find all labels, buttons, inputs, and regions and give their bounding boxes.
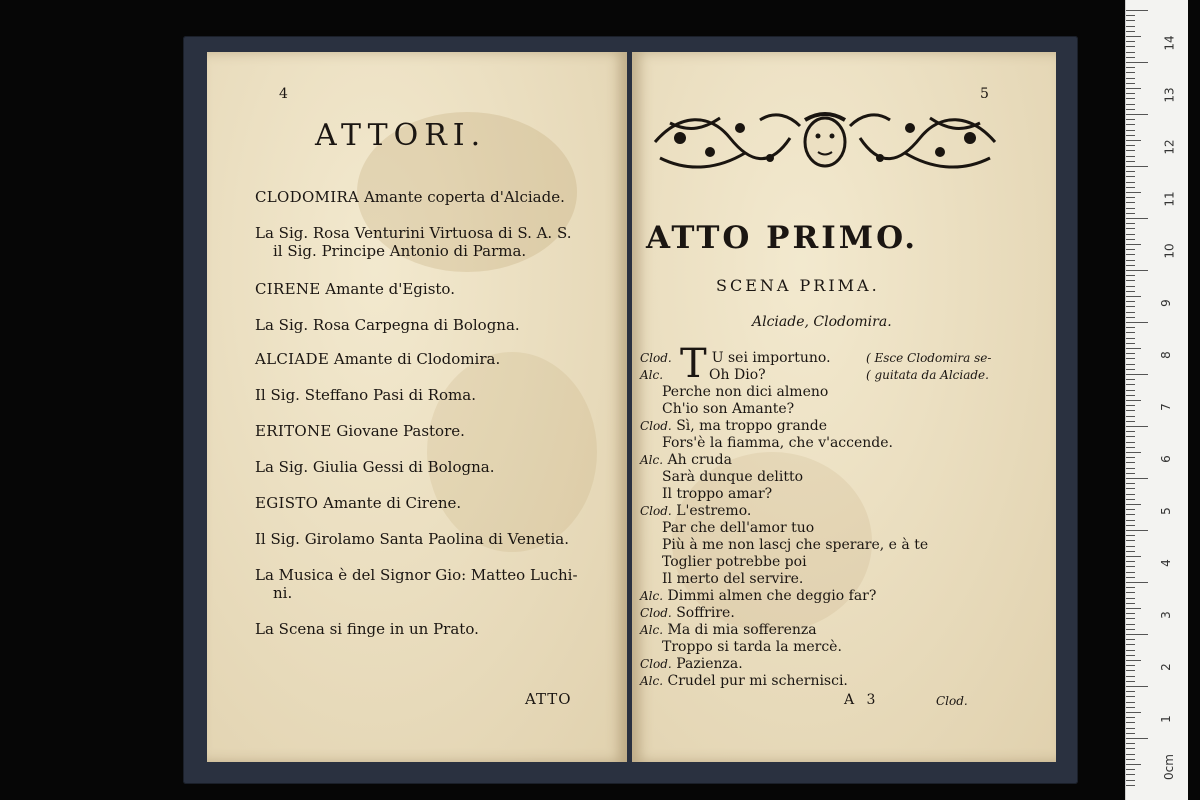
ruler-tick	[1126, 566, 1135, 567]
music-credit: ni.	[273, 584, 293, 602]
ruler-tick	[1126, 130, 1135, 131]
dialogue-line: Alc. Ma di mia sofferenza	[640, 622, 817, 638]
cast-performer: Il Sig. Girolamo Santa Paolina di Venetia.	[255, 530, 569, 548]
ruler-tick	[1126, 733, 1135, 734]
ruler-tick	[1126, 629, 1135, 630]
ruler-tick	[1126, 369, 1135, 370]
ruler-tick	[1126, 743, 1135, 744]
dialogue-line: Clod. L'estremo.	[640, 503, 752, 519]
ruler-tick	[1126, 379, 1135, 380]
ruler-tick	[1126, 31, 1135, 32]
ruler-tick	[1126, 171, 1135, 172]
ruler-unit-label: 0cm	[1161, 754, 1176, 780]
ruler-tick	[1126, 312, 1135, 313]
ruler-tick	[1126, 582, 1148, 583]
ruler-tick	[1126, 780, 1135, 781]
stage-direction: ( Esce Clodomira se-	[866, 351, 992, 365]
ruler-tick	[1126, 655, 1135, 656]
cast-role: ERITONE Giovane Pastore.	[255, 422, 465, 440]
ruler-tick	[1126, 754, 1135, 755]
ruler-tick	[1126, 239, 1135, 240]
ruler-tick	[1126, 785, 1135, 786]
drop-cap: T	[680, 341, 707, 387]
dialogue-line: Perche non dici almeno	[662, 384, 829, 400]
scene-characters: Alciade, Clodomira.	[752, 314, 892, 330]
ruler-tick	[1126, 20, 1135, 21]
stage-direction: ( guitata da Alciade.	[866, 368, 989, 382]
ruler-tick	[1126, 98, 1135, 99]
dialogue-line: Alc. Oh Dio?	[640, 367, 766, 383]
act-title: ATTO PRIMO.	[646, 220, 919, 256]
ruler-number: 1	[1158, 715, 1173, 723]
ruler-number: 4	[1158, 559, 1173, 567]
ruler-tick	[1126, 613, 1135, 614]
ruler-number: 11	[1162, 191, 1177, 207]
ruler-tick	[1126, 436, 1135, 437]
ruler-tick	[1126, 119, 1135, 120]
ruler-tick	[1126, 223, 1135, 224]
cast-role: CIRENE Amante d'Egisto.	[255, 280, 455, 298]
signature-mark: A 3	[844, 692, 880, 708]
ruler-tick	[1126, 442, 1135, 443]
right-page	[632, 52, 1056, 762]
page-title: ATTORI.	[315, 118, 487, 153]
ruler-tick	[1126, 665, 1135, 666]
ruler-tick	[1126, 114, 1148, 115]
ruler-tick	[1126, 488, 1135, 489]
cast-role: CLODOMIRA Amante coperta d'Alciade.	[255, 188, 565, 206]
ruler-tick	[1126, 722, 1135, 723]
ruler-tick	[1126, 213, 1135, 214]
ruler-tick	[1126, 504, 1141, 505]
cast-performer: La Sig. Rosa Venturini Virtuosa di S. A. S.	[255, 224, 572, 242]
ruler-tick	[1126, 509, 1135, 510]
ruler-tick	[1126, 62, 1148, 63]
ruler-tick	[1126, 390, 1135, 391]
ruler-tick	[1126, 46, 1135, 47]
cast-performer: il Sig. Principe Antonio di Parma.	[273, 242, 527, 260]
ruler-tick	[1126, 738, 1148, 739]
ruler-tick	[1126, 364, 1135, 365]
ruler-tick	[1126, 327, 1135, 328]
ruler-tick	[1126, 686, 1148, 687]
ruler-tick	[1126, 36, 1141, 37]
ruler-tick	[1126, 587, 1135, 588]
ruler-tick	[1126, 275, 1135, 276]
ruler-tick	[1126, 291, 1135, 292]
ruler-tick	[1126, 618, 1135, 619]
ruler-tick	[1126, 176, 1135, 177]
ruler-tick	[1126, 478, 1148, 479]
ruler-tick	[1126, 140, 1141, 141]
ruler-tick	[1126, 696, 1135, 697]
ruler-tick	[1126, 249, 1135, 250]
ruler-tick	[1126, 280, 1135, 281]
ruler-tick	[1126, 535, 1135, 536]
dialogue-line: Clod. Sì, ma troppo grande	[640, 418, 828, 434]
dialogue-line: Toglier potrebbe poi	[662, 554, 807, 570]
catchword: ATTO	[525, 690, 572, 708]
ruler-tick	[1126, 410, 1135, 411]
cast-role: ALCIADE Amante di Clodomira.	[255, 350, 501, 368]
dialogue-line: Il troppo amar?	[662, 486, 773, 502]
ruler-tick	[1126, 561, 1135, 562]
ruler-tick	[1126, 650, 1135, 651]
ruler-number: 12	[1162, 139, 1177, 155]
ruler-tick	[1126, 322, 1148, 323]
ruler-tick	[1126, 10, 1148, 11]
dialogue-line: Alc. Dimmi almen che deggio far?	[640, 588, 877, 604]
ruler-tick	[1126, 67, 1135, 68]
scene-title: SCENA PRIMA.	[716, 276, 880, 295]
ruler-tick	[1126, 416, 1135, 417]
ruler-tick	[1126, 405, 1135, 406]
ruler-tick	[1126, 681, 1135, 682]
dialogue-line: Alc. Ah cruda	[640, 452, 732, 468]
ruler-tick	[1126, 83, 1135, 84]
ruler-tick	[1126, 468, 1135, 469]
ruler-tick	[1126, 608, 1141, 609]
ruler-number: 2	[1158, 663, 1173, 671]
ruler-tick	[1126, 520, 1135, 521]
catchword: Clod.	[936, 694, 968, 708]
scene-setting: La Scena si finge in un Prato.	[255, 620, 479, 638]
ruler-tick	[1126, 712, 1141, 713]
ruler-tick	[1126, 135, 1135, 136]
ruler-number: 6	[1158, 455, 1173, 463]
ruler-tick	[1126, 182, 1135, 183]
ruler-tick	[1126, 187, 1135, 188]
dialogue-line: Fors'è la fiamma, che v'accende.	[662, 435, 893, 451]
ruler-tick	[1126, 764, 1141, 765]
ruler-tick	[1126, 676, 1135, 677]
left-page	[207, 52, 627, 762]
ruler-tick	[1126, 447, 1135, 448]
ruler-tick	[1126, 551, 1135, 552]
ruler-tick	[1126, 317, 1135, 318]
ruler-tick	[1126, 343, 1135, 344]
ruler-tick	[1126, 228, 1135, 229]
ruler-tick	[1126, 426, 1148, 427]
ruler-tick	[1126, 306, 1135, 307]
ruler-tick	[1126, 72, 1135, 73]
ruler-tick	[1126, 462, 1135, 463]
ruler-tick	[1126, 577, 1135, 578]
ruler-tick	[1126, 358, 1135, 359]
ruler-tick	[1126, 691, 1135, 692]
ruler-tick	[1126, 208, 1135, 209]
ruler-number: 3	[1158, 611, 1173, 619]
ruler-tick	[1126, 421, 1135, 422]
ruler-tick	[1126, 301, 1135, 302]
ruler-number: 9	[1158, 299, 1173, 307]
ruler-tick	[1126, 639, 1135, 640]
cast-performer: La Sig. Rosa Carpegna di Bologna.	[255, 316, 520, 334]
ruler-tick	[1126, 702, 1135, 703]
ruler-tick	[1126, 457, 1135, 458]
dialogue-line: Alc. Crudel pur mi schernisci.	[640, 673, 848, 689]
ruler-tick	[1126, 514, 1135, 515]
ruler-tick	[1126, 546, 1135, 547]
ruler-tick	[1126, 769, 1135, 770]
dialogue-line: Più à me non lascj che sperare, e à te	[662, 537, 929, 553]
ruler-tick	[1126, 254, 1135, 255]
dialogue-line: Clod. Soffrire.	[640, 605, 735, 621]
ruler-tick	[1126, 707, 1135, 708]
ruler-number: 8	[1158, 351, 1173, 359]
ruler-tick	[1126, 353, 1135, 354]
ruler-tick	[1126, 286, 1135, 287]
ruler-tick	[1126, 473, 1135, 474]
ruler-tick	[1126, 332, 1135, 333]
ruler-tick	[1126, 525, 1135, 526]
dialogue-line: Il merto del servire.	[662, 571, 804, 587]
ruler-tick	[1126, 624, 1135, 625]
cast-performer: La Sig. Giulia Gessi di Bologna.	[255, 458, 495, 476]
ruler-tick	[1126, 395, 1135, 396]
ruler-tick	[1126, 234, 1135, 235]
ruler-tick	[1126, 265, 1135, 266]
ruler-number: 7	[1158, 403, 1173, 411]
woodcut-ornament	[650, 108, 1000, 176]
ruler-tick	[1126, 556, 1141, 557]
ruler-tick	[1126, 530, 1148, 531]
ruler-tick	[1126, 52, 1135, 53]
page-number: 5	[980, 86, 989, 102]
ruler-tick	[1126, 15, 1135, 16]
ruler-tick	[1126, 592, 1135, 593]
ruler-tick	[1126, 431, 1135, 432]
dialogue-line: Clod. U sei importuno.	[640, 350, 831, 366]
ruler-tick	[1126, 338, 1135, 339]
ruler-tick	[1126, 499, 1135, 500]
measuring-ruler	[1125, 0, 1188, 800]
ruler-tick	[1126, 197, 1135, 198]
ruler-tick	[1126, 26, 1135, 27]
ruler-tick	[1126, 348, 1141, 349]
ruler-tick	[1126, 270, 1148, 271]
ruler-tick	[1126, 260, 1135, 261]
ruler-tick	[1126, 598, 1135, 599]
ruler-number: 10	[1162, 243, 1177, 259]
dialogue-line: Sarà dunque delitto	[662, 469, 804, 485]
ruler-tick	[1126, 374, 1148, 375]
ruler-tick	[1126, 774, 1135, 775]
ruler-tick	[1126, 166, 1148, 167]
ruler-tick	[1126, 660, 1141, 661]
music-credit: La Musica è del Signor Gio: Matteo Luchi-	[255, 566, 578, 584]
dialogue-line: Troppo si tarda la mercè.	[662, 639, 842, 655]
ruler-number: 14	[1162, 35, 1177, 51]
ruler-tick	[1126, 572, 1135, 573]
ruler-tick	[1126, 104, 1135, 105]
ruler-tick	[1126, 384, 1135, 385]
dialogue-line: Clod. Pazienza.	[640, 656, 743, 672]
ruler-tick	[1126, 644, 1135, 645]
ruler-tick	[1126, 192, 1141, 193]
ruler-tick	[1126, 728, 1135, 729]
ruler-tick	[1126, 218, 1148, 219]
ruler-tick	[1126, 150, 1135, 151]
ruler-tick	[1126, 540, 1135, 541]
page-number: 4	[279, 86, 288, 102]
paper-stain	[427, 352, 597, 552]
ruler-tick	[1126, 109, 1135, 110]
ruler-tick	[1126, 400, 1141, 401]
ruler-tick	[1126, 748, 1135, 749]
ruler-tick	[1126, 145, 1135, 146]
dialogue-line: Ch'io son Amante?	[662, 401, 795, 417]
ruler-tick	[1126, 670, 1135, 671]
ruler-tick	[1126, 759, 1135, 760]
ruler-tick	[1126, 124, 1135, 125]
ruler-tick	[1126, 634, 1148, 635]
ruler-tick	[1126, 41, 1135, 42]
ruler-tick	[1126, 494, 1135, 495]
ruler-number: 13	[1162, 87, 1177, 103]
ruler-tick	[1126, 202, 1135, 203]
ruler-tick	[1126, 452, 1141, 453]
ruler-tick	[1126, 78, 1135, 79]
dialogue-line: Par che dell'amor tuo	[662, 520, 815, 536]
ruler-tick	[1126, 161, 1135, 162]
ruler-tick	[1126, 156, 1135, 157]
cast-performer: Il Sig. Steffano Pasi di Roma.	[255, 386, 476, 404]
ruler-number: 5	[1158, 507, 1173, 515]
ruler-tick	[1126, 57, 1135, 58]
ruler-tick	[1126, 717, 1135, 718]
ruler-tick	[1126, 244, 1141, 245]
ruler-tick	[1126, 603, 1135, 604]
ruler-tick	[1126, 483, 1135, 484]
cast-role: EGISTO Amante di Cirene.	[255, 494, 462, 512]
ruler-tick	[1126, 88, 1141, 89]
ruler-tick	[1126, 93, 1135, 94]
ruler-tick	[1126, 296, 1141, 297]
